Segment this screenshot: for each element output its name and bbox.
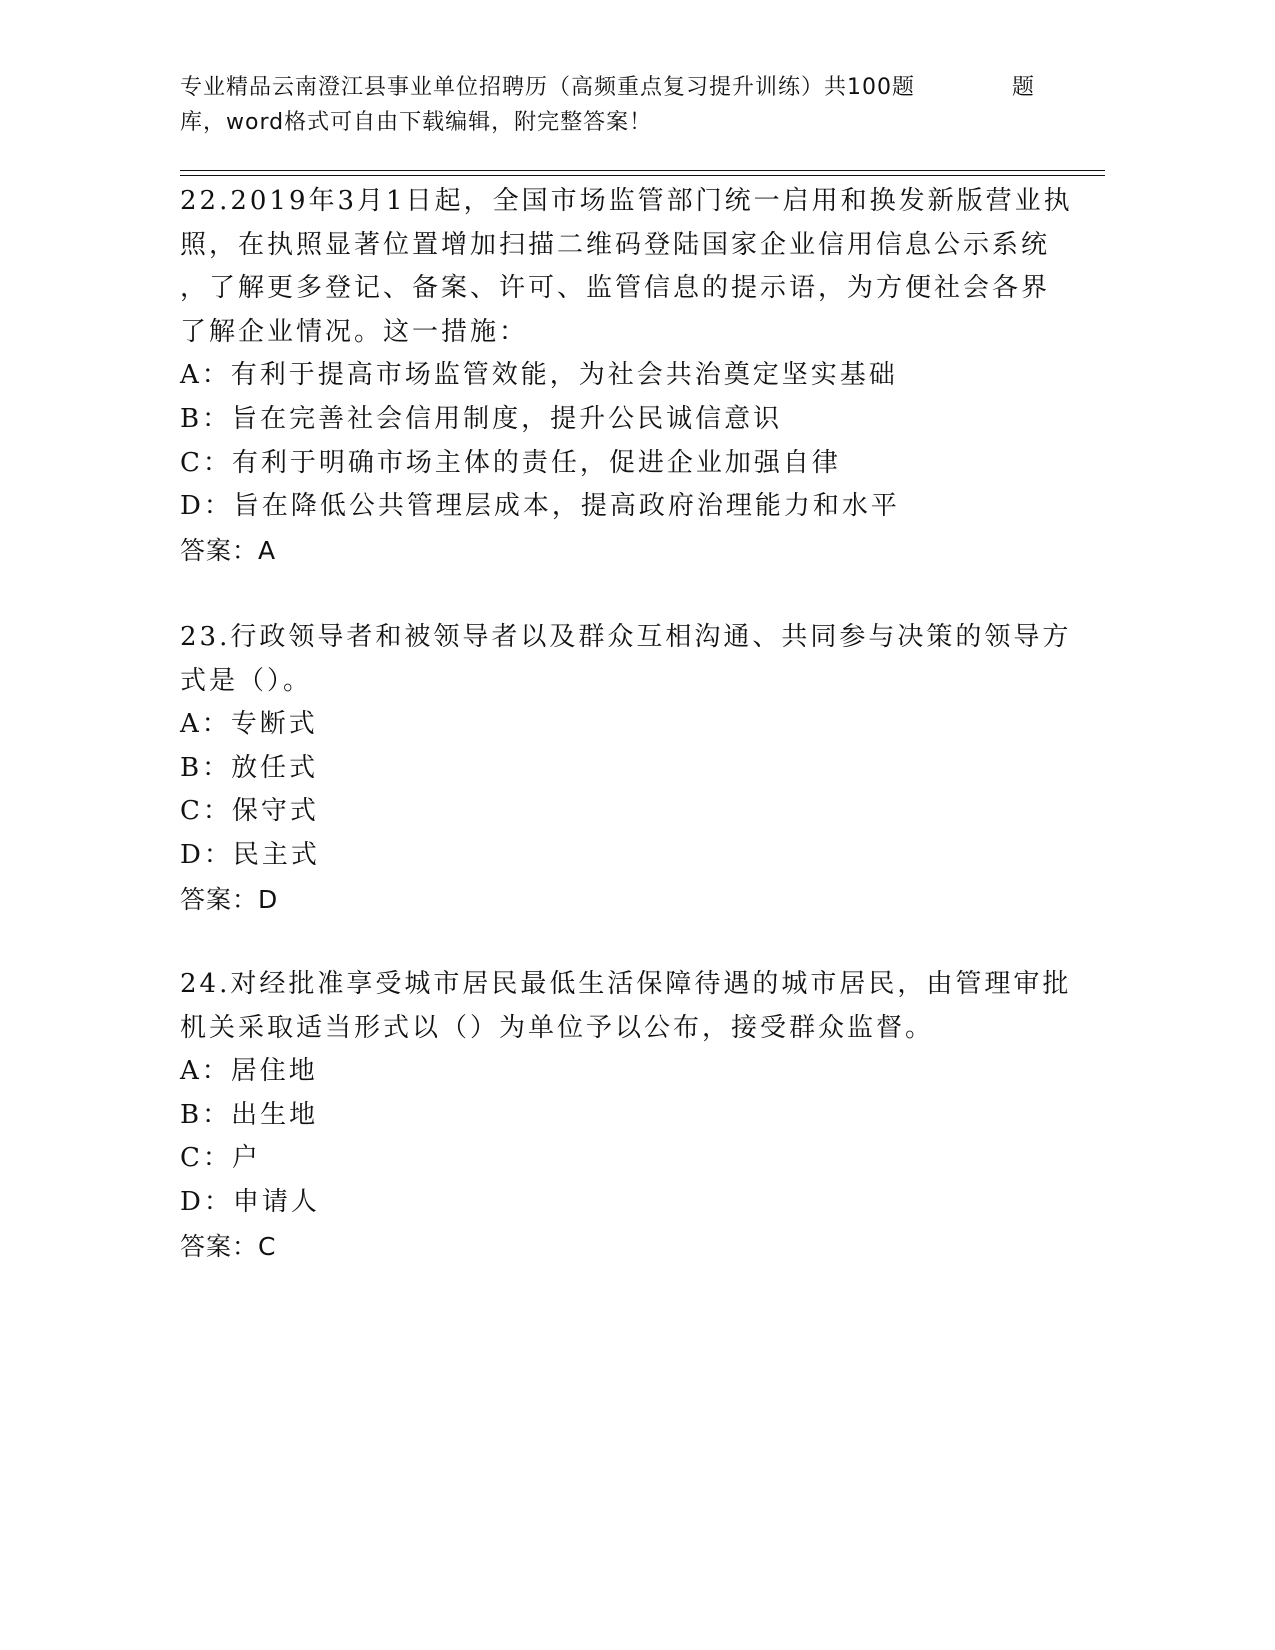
header-divider-top [180, 170, 1105, 171]
question-text-line: 机关采取适当形式以（）为单位予以公布，接受群众监督。 [180, 1012, 935, 1043]
question-text-line: 照，在执照显著位置增加扫描二维码登陆国家企业信用信息公示系统 [180, 229, 1051, 260]
option-d: D：民主式 [180, 839, 320, 870]
question-text-line: 23.行政领导者和被领导者以及群众互相沟通、共同参与决策的领导方 [180, 622, 1072, 652]
option-d: D：申请人 [180, 1186, 320, 1217]
question-text-line: 24.对经批准享受城市居民最低生活保障待遇的城市居民，由管理审批 [180, 969, 1072, 999]
option-a: A：专断式 [180, 709, 318, 740]
question-24 [180, 963, 1072, 1268]
question-text-line: 了解企业情况。这一措施： [180, 316, 529, 347]
header-title-tail: 题 [1012, 75, 1036, 100]
header-title-text: 专业精品云南澄江县事业单位招聘历（高频重点复习提升训练）共100题 [180, 75, 915, 100]
question-text-line: ，了解更多登记、备案、许可、监管信息的提示语，为方便社会各界 [180, 273, 1051, 304]
header-line-2: 库，word格式可自由下载编辑，附完整答案！ [180, 110, 653, 135]
option-b: B：出生地 [180, 1099, 319, 1130]
answer-label: 答案：C [180, 1231, 277, 1261]
option-a: A：居住地 [180, 1056, 318, 1087]
header-line-1 [180, 70, 1040, 105]
option-b: B：放任式 [180, 752, 319, 783]
option-d: D：旨在降低公共管理层成本，提高政府治理能力和水平 [180, 491, 900, 522]
option-c: C：保守式 [180, 796, 319, 827]
answer-label: 答案：D [180, 884, 279, 914]
answer-label: 答案：A [180, 535, 277, 565]
document-header [180, 70, 1040, 140]
option-a: A：有利于提高市场监管效能，为社会共治奠定坚实基础 [180, 360, 898, 391]
question-text-line: 式是（）。 [180, 665, 313, 696]
option-c: C：户 [180, 1143, 261, 1174]
question-text-line: 22.2019年3月1日起，全国市场监管部门统一启用和换发新版营业执 [180, 186, 1073, 216]
question-23 [180, 616, 1072, 921]
option-c: C：有利于明确市场主体的责任，促进企业加强自律 [180, 447, 841, 478]
option-b: B：旨在完善社会信用制度，提升公民诚信意识 [180, 403, 783, 434]
question-22 [180, 180, 1073, 572]
header-divider-bottom [180, 175, 1105, 176]
